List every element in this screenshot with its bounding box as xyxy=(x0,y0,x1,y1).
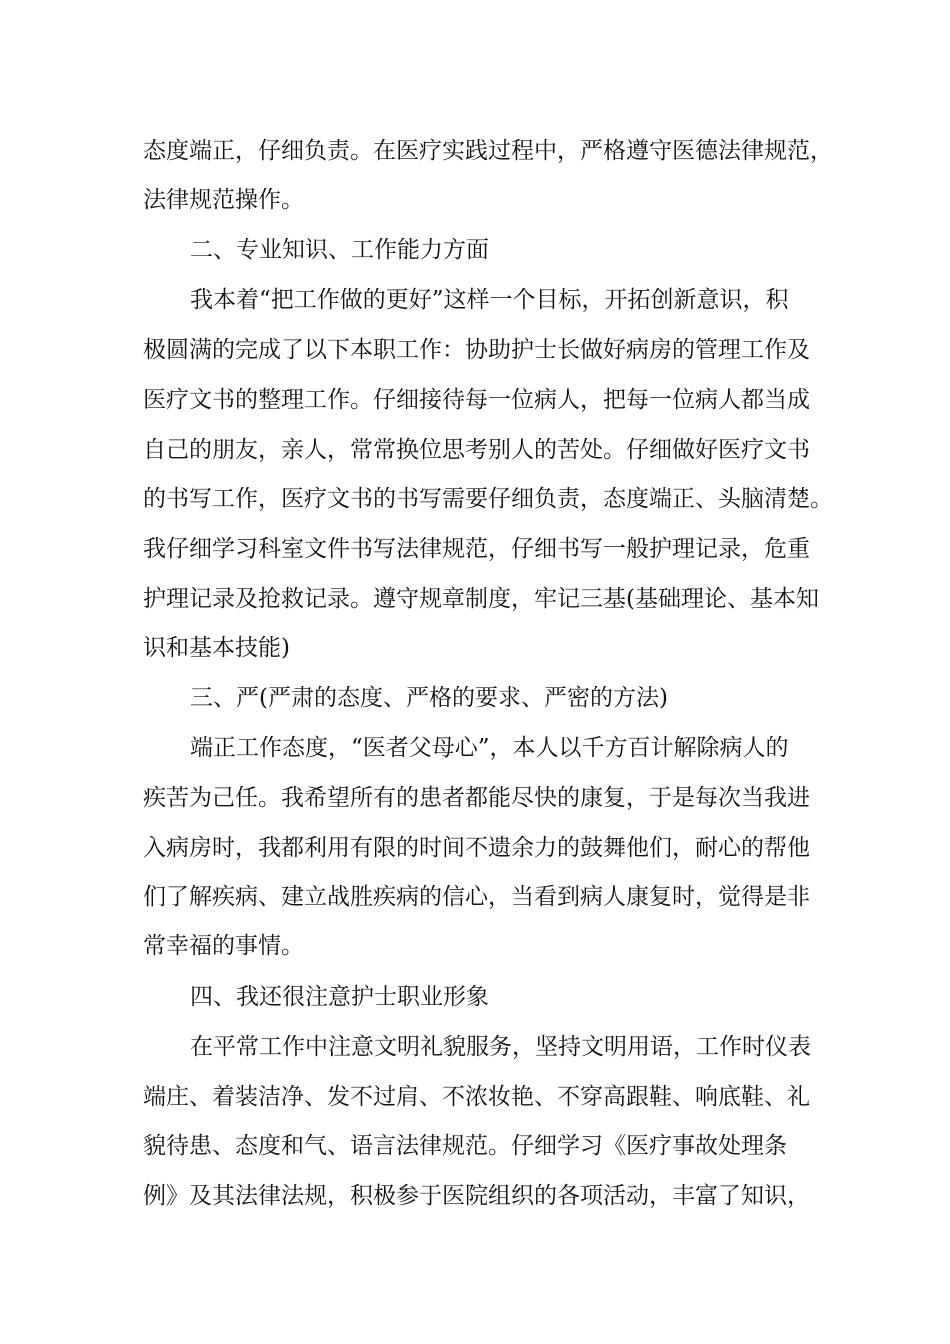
body-text-line: 护理记录及抢救记录。遵守规章制度，牢记三基(基础理论、基本知 xyxy=(143,586,819,612)
section-heading: 四、我还很注意护士职业形象 xyxy=(190,984,489,1010)
body-text-line: 医疗文书的整理工作。仔细接待每一位病人，把每一位病人都当成 xyxy=(143,387,810,413)
body-text-line: 法律规范操作。 xyxy=(143,187,304,213)
body-text-line: 的书写工作，医疗文书的书写需要仔细负责，态度端正、头脑清楚。 xyxy=(143,486,833,512)
body-text-line: 极圆满的完成了以下本职工作：协助护士长做好病房的管理工作及 xyxy=(143,337,810,363)
body-text-line: 貌待患、态度和气、语言法律规范。仔细学习《医疗事故处理条 xyxy=(143,1133,787,1159)
body-text-line: 识和基本技能) xyxy=(143,635,290,661)
body-text-line: 常幸福的事情。 xyxy=(143,933,304,959)
body-text-line: 疾苦为己任。我希望所有的患者都能尽快的康复，于是每次当我进 xyxy=(143,785,810,811)
body-text-line: 在平常工作中注意文明礼貌服务，坚持文明用语，工作时仪表 xyxy=(190,1034,811,1060)
body-text-line: 们了解疾病、建立战胜疾病的信心，当看到病人康复时，觉得是非 xyxy=(143,884,810,910)
body-text-line: 自己的朋友，亲人，常常换位思考别人的苦处。仔细做好医疗文书 xyxy=(143,437,810,463)
body-text-line: 我本着“把工作做的更好”这样一个目标，开拓创新意识，积 xyxy=(190,287,789,313)
body-text-line: 例》及其法律法规，积极参于医院组织的各项活动，丰富了知识， xyxy=(143,1183,810,1209)
body-text-line: 我仔细学习科室文件书写法律规范，仔细书写一般护理记录，危重 xyxy=(143,536,810,562)
body-text-line: 端正工作态度，“医者父母心”，本人以千方百计解除病人的 xyxy=(190,735,789,761)
body-text-line: 入病房时，我都利用有限的时间不遗余力的鼓舞他们，耐心的帮他 xyxy=(143,835,810,861)
section-heading: 二、专业知识、工作能力方面 xyxy=(190,237,489,263)
body-text-line: 端庄、着装洁净、发不过肩、不浓妆艳、不穿高跟鞋、响底鞋、礼 xyxy=(143,1084,810,1110)
body-text-line: 态度端正，仔细负责。在医疗实践过程中，严格遵守医德法律规范， xyxy=(143,138,833,164)
section-heading: 三、严(严肃的态度、严格的要求、严密的方法) xyxy=(190,685,668,711)
